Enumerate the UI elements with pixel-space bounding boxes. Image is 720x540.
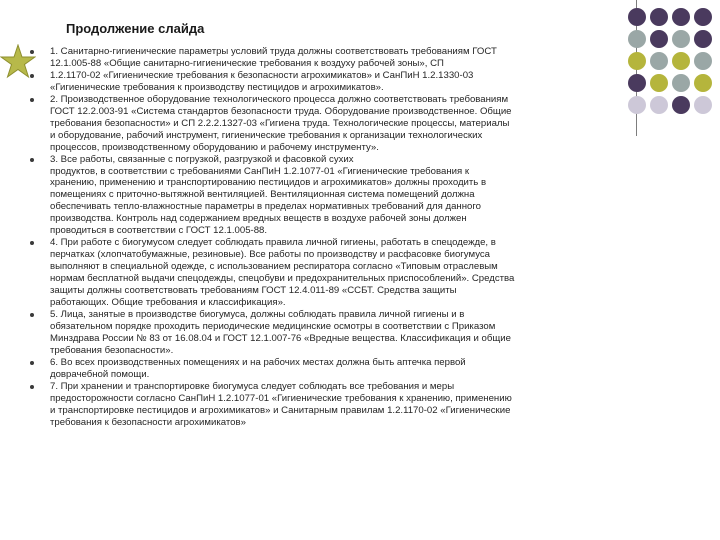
content-list <box>30 46 642 429</box>
list-item-line: хранению, применению и транспортированию пестицидов и агрохимикатов» должны проходить в <box>50 177 487 189</box>
decorative-dot <box>650 52 668 70</box>
decorative-dot <box>650 96 668 114</box>
list-item-line: 12.1.005-88 «Общие санитарно-гигиенические требования к воздуху рабочей зоны», СП <box>50 57 444 69</box>
bullet-icon <box>30 50 34 54</box>
list-item <box>30 381 642 429</box>
list-item-line: Минздрава России № 83 от 16.08.04 и ГОСТ 12.1.007-76 «Вредные вещества. Классификация и общие <box>50 332 511 344</box>
list-item <box>30 237 642 309</box>
list-item-line: требования к безопасности агрохимикатов» <box>50 416 246 428</box>
list-item-line: выполняют в специальной одежде, с использованием респиратора согласно «Типовым отраслевым <box>50 261 498 273</box>
list-item-line: процессов, производственному оборудованию и рабочему инструменту». <box>50 141 379 153</box>
list-item-line: перчатках (хлопчатобумажные, резиновые). Все работы по производству и расфасовке биогумуса <box>50 249 491 261</box>
list-item-line: 3. Все работы, связанные с погрузкой, разгрузкой и фасовкой сухих <box>50 153 354 165</box>
list-item-line: и транспортировке пестицидов и агрохимикатов» и Санитарным правилам 1.2.1170-02 «Гигиенические <box>50 404 511 416</box>
decorative-dot <box>672 30 690 48</box>
list-item <box>30 46 642 70</box>
list-item <box>30 309 642 357</box>
bullet-icon <box>30 74 34 78</box>
decorative-dot <box>650 30 668 48</box>
list-item <box>30 357 642 381</box>
list-item-line: работающих. Общие требования и классификация». <box>50 297 286 309</box>
list-item-line: проводиться в соответствии с ГОСТ 12.1.005-88. <box>50 225 268 237</box>
list-item-line: и оборудование, рабочий инструмент, гигиенические требования к организации технологических <box>50 129 483 141</box>
decorative-dot <box>694 30 712 48</box>
list-item-line: обеспечивать тепло-влажностные параметры в пределах нормативных требований для данного <box>50 201 481 213</box>
list-item-line: обязательном порядке проходить периодические медицинские осмотры в соответствии с Приказом <box>50 320 496 332</box>
list-item-line: 6. Во всех производственных помещениях и на рабочих местах должна быть аптечка первой <box>50 356 466 368</box>
list-item-line: 1. Санитарно-гигиенические параметры условий труда должны соответствовать требованиям ГОСТ <box>50 46 497 57</box>
list-item-line: 1.2.1170-02 «Гигиенические требования к безопасности агрохимикатов» и СанПиН 1.2.1330-03 <box>50 69 474 81</box>
list-item-line: 7. При хранении и транспортировке биогумуса следует соблюдать все требования и меры <box>50 380 455 392</box>
decorative-dot <box>628 8 646 26</box>
decorative-dot <box>672 74 690 92</box>
decorative-dot <box>672 96 690 114</box>
list-item-line: ГОСТ 12.2.003-91 «Система стандартов безопасности труда. Оборудование производственное. Общие <box>50 105 512 117</box>
bullet-icon <box>30 158 34 162</box>
list-item-line: помещениях с приточно-вытяжной вентиляцией. Вентиляционная система помещений должна <box>50 189 475 201</box>
list-item-line: 4. При работе с биогумусом следует соблюдать правила личной гигиены, работать в спецодежде, в <box>50 237 496 249</box>
list-item <box>30 94 642 154</box>
list-item-line: 5. Лица, занятые в производстве биогумуса, должны соблюдать правила личной гигиены и в <box>50 308 465 320</box>
decorative-dot <box>694 8 712 26</box>
bullet-icon <box>30 361 34 365</box>
list-item-line: предосторожности согласно СанПиН 1.2.1077-01 «Гигиенические требования к хранению, применению <box>50 392 512 404</box>
slide-title: Продолжение слайда <box>66 21 205 36</box>
list-item-line: защиты должны соответствовать требованиям ГОСТ 12.4.011-89 «ССБТ. Средства защиты <box>50 285 457 297</box>
list-item-line: требования безопасности» и СП 2.2.2.1327-03 «Гигиена труда. Технологические процессы, материалы <box>50 117 510 129</box>
decorative-dot <box>672 8 690 26</box>
bullet-icon <box>30 241 34 245</box>
list-item <box>30 154 642 238</box>
bullet-icon <box>30 98 34 102</box>
decorative-dot <box>650 74 668 92</box>
bullet-icon <box>30 385 34 389</box>
list-item-line: 2. Производственное оборудование технологического процесса должно соответствовать требованиям <box>50 93 509 105</box>
decorative-dot <box>694 96 712 114</box>
list-item-line: доврачебной помощи. <box>50 368 150 380</box>
decorative-dot <box>694 52 712 70</box>
list-item-line: нормам бесплатной выдачи спецодежды, спецобуви и предохранительных приспособлений». Средства <box>50 273 515 285</box>
list-item-line: «Гигиенические требования к производству пестицидов и агрохимикатов». <box>50 81 384 93</box>
list-item-line: требования безопасности». <box>50 344 174 356</box>
list-item <box>30 70 642 94</box>
bullet-icon <box>30 313 34 317</box>
list-item-line: продуктов, в соответствии с требованиями СанПиН 1.2.1077-01 «Гигиенические требования к <box>50 165 470 177</box>
decorative-dot <box>672 52 690 70</box>
decorative-dot <box>650 8 668 26</box>
list-item-line: производства. Контроль над содержанием вредных веществ в воздухе рабочей зоны должен <box>50 213 467 225</box>
decorative-dot <box>694 74 712 92</box>
